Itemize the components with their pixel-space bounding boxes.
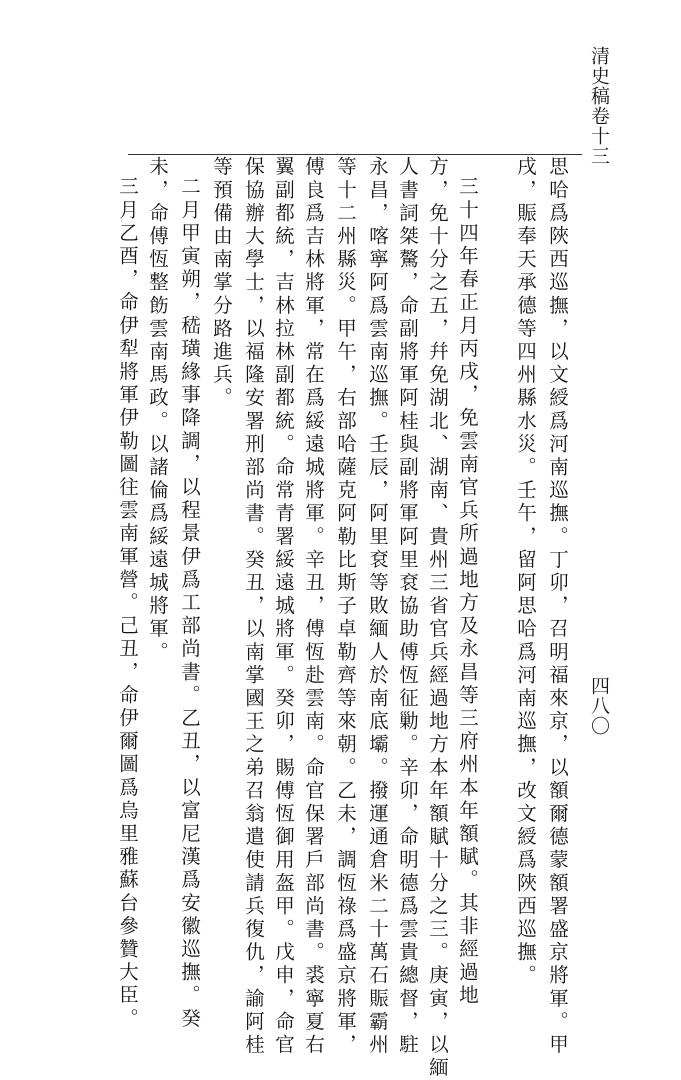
text-column: 方，免十分之五，幷免湖北、湖南、貴州三省官兵經過地方本年額賦十分之三。庚寅，以緬 — [426, 156, 449, 1080]
running-title: 清史稿卷十三 — [588, 46, 610, 166]
text-column: 未，命傅恆整飭雲南馬政。以諸倫爲綏遠城將軍。 — [146, 156, 169, 665]
text-column: 三月乙酉，命伊犁將軍伊勒圖往雲南軍營。己丑，命伊爾圖爲烏里雅蘇台參贊大臣。 — [116, 176, 139, 1031]
text-column: 等十二州縣災。甲午，右部哈薩克阿勒比斯子卓勒齊等來朝。乙未，調恆祿爲盛京將軍， — [334, 156, 357, 1057]
page-number: 四八〇 — [588, 676, 610, 736]
text-column: 傅良爲吉林將軍，常在爲綏遠城將軍。辛丑，傅恆赴雲南。命官保署戶部尚書。裘寧夏右 — [302, 156, 325, 1057]
text-column: 保協辦大學士，以福隆安署刑部尚書。癸丑，以南掌國王之弟召翁遣使請兵復仇，諭阿桂 — [242, 156, 265, 1057]
text-column: 人書詞桀驁，命副將軍阿桂與副將軍阿里袞協助傅恆征勦。辛卯，命明德爲雲貴總督，駐 — [396, 156, 419, 1057]
text-column: 思哈爲陜西巡撫，以文綬爲河南巡撫。丁卯，召明福來京，以額爾德蒙額署盛京將軍。甲 — [546, 156, 569, 1057]
text-column: 戌，賑奉天承德等四州縣水災。壬午，留阿思哈爲河南巡撫，改文綬爲陜西巡撫。 — [514, 156, 537, 988]
text-column: 二月甲寅朔，嵇璜緣事降調，以程景伊爲工部尚書。乙丑，以富尼漢爲安徽巡撫。癸 — [178, 176, 201, 1031]
text-column: 三十四年春正月丙戌，免雲南官兵所過地方及永昌等三府州本年額賦。其非經過地 — [456, 176, 479, 1008]
header-rule — [128, 154, 582, 155]
text-column: 等預備由南掌分路進兵。 — [210, 156, 233, 411]
text-column: 永昌，喀寧阿爲雲南巡撫。壬辰，阿里袞等敗緬人於南底壩。撥運通倉米二十萬石賑霸州 — [366, 156, 389, 1057]
text-column: 翼副都統，吉林拉林副都統。命常青署綏遠城將軍。癸卯，賜傅恆御用盔甲。戊申，命官 — [272, 156, 295, 1057]
